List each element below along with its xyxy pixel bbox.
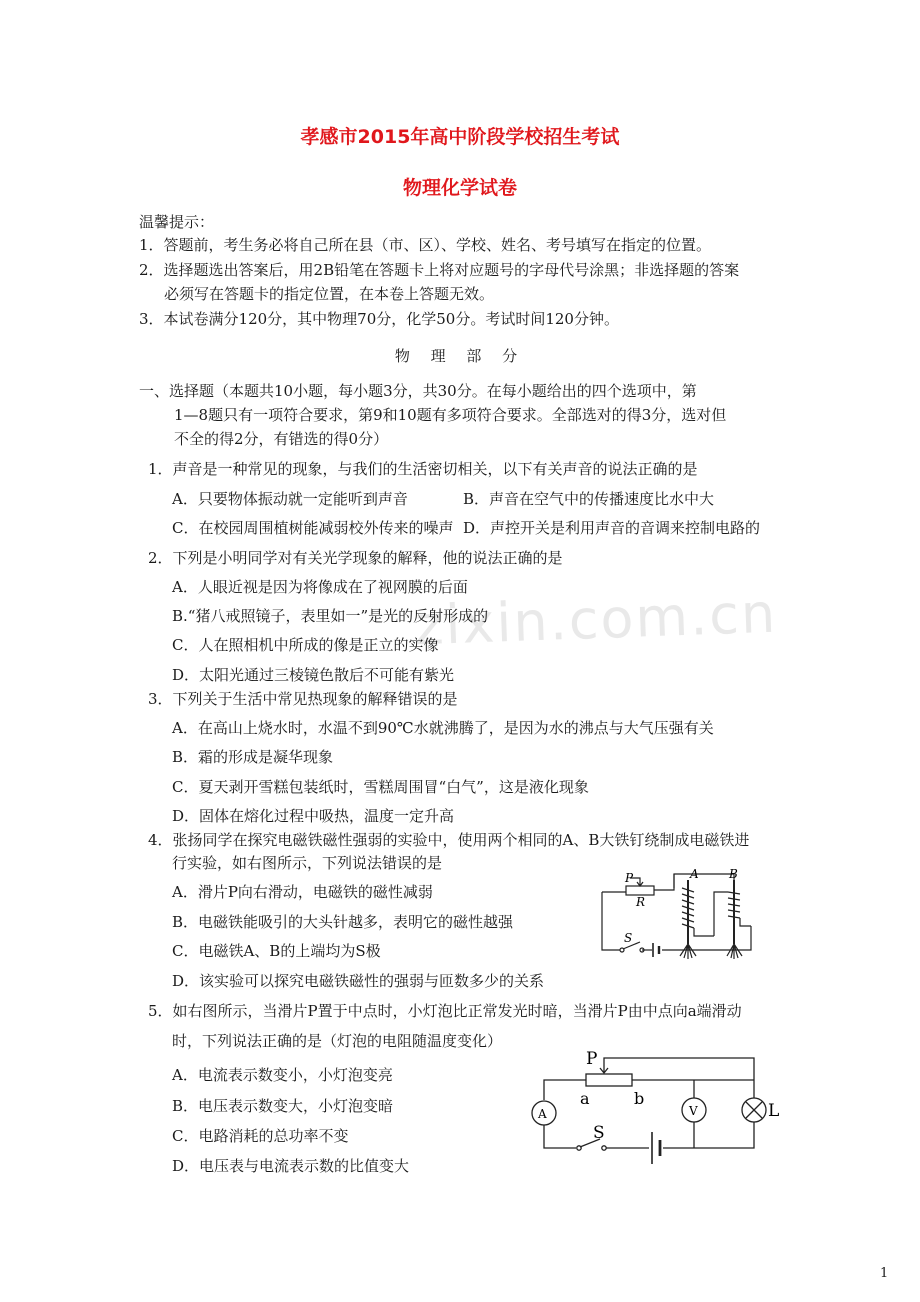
section-title: 物 理 部 分 [394,347,526,365]
q4-label-s: S [624,931,633,945]
q1-option-b: B．声音在空气中的传播速度比水中大 [463,490,715,508]
q5-option-d: D．电压表与电流表示数的比值变大 [172,1157,410,1175]
q5-label-l: L [768,1101,780,1121]
q5-option-a: A．电流表示数变小，小灯泡变亮 [172,1066,393,1084]
q4-label-p: P [625,871,634,885]
tips-heading: 温馨提示： [139,213,215,231]
q4-option-c: C．电磁铁A、B的上端均为S极 [172,942,381,960]
q5-label-p: P [586,1049,598,1069]
q2-stem: 2．下列是小明同学对有关光学现象的解释，他的说法正确的是 [148,549,563,567]
exam-title: 孝感市2015年高中阶段学校招生考试 [300,126,620,148]
watermark: zixin.com.cn [414,581,779,658]
q1-option-a: A．只要物体振动就一定能听到声音 [172,490,408,508]
q3-option-d: D．固体在熔化过程中吸热，温度一定升高 [172,807,455,825]
q2-option-c: C．人在照相机中所成的像是正立的实像 [172,636,439,654]
q3-stem: 3．下列关于生活中常见热现象的解释错误的是 [148,690,458,708]
q5-option-b: B．电压表示数变大，小灯泡变暗 [172,1097,394,1115]
q5-ammeter-label: A [538,1107,547,1121]
electromagnet-circuit-figure [596,866,762,968]
q4-option-a: A．滑片P向右滑动，电磁铁的磁性减弱 [172,883,433,901]
q5-label-s: S [593,1123,605,1143]
q1-option-d: D．声控开关是利用声音的音调来控制电路的 [463,519,761,537]
q3-option-b: B．霜的形成是凝华现象 [172,748,334,766]
q3-option-c: C．夏天剥开雪糕包装纸时，雪糕周围冒“白气”，这是液化现象 [172,778,589,796]
q4-label-r: R [636,895,646,909]
q2-option-d: D．太阳光通过三棱镜色散后不可能有紫光 [172,666,455,684]
q5-stem-1: 5．如右图所示，当滑片P置于中点时，小灯泡比正常发光时暗，当滑片P由中点向a端滑动 [148,1002,742,1020]
q5-stem-2: 时，下列说法正确的是（灯泡的电阻随温度变化） [172,1032,503,1050]
tip-line-2-cont: 必须写在答题卡的指定位置，在本卷上答题无效。 [164,285,495,303]
q2-option-a: A．人眼近视是因为将像成在了视网膜的后面 [172,578,468,596]
q4-option-d: D．该实验可以探究电磁铁磁性的强弱与匝数多少的关系 [172,972,545,990]
q4-label-b: B [729,867,738,881]
tip-line-2: 2．选择题选出答案后，用2B铅笔在答题卡上将对应题号的字母代号涂黑；非选择题的答案 [139,261,740,279]
q2-option-b: B.“猪八戒照镜子，表里如一”是光的反射形成的 [172,607,489,625]
q4-option-b: B．电磁铁能吸引的大头针越多，表明它的磁性越强 [172,913,514,931]
part1-line-1: 一、选择题（本题共10小题，每小题3分，共30分。在每小题给出的四个选项中，第 [139,382,697,400]
exam-subtitle: 物理化学试卷 [402,177,517,199]
part1-line-2: 1—8题只有一项符合要求，第9和10题有多项符合要求。全部选对的得3分，选对但 [174,406,727,424]
tip-line-3: 3．本试卷满分120分，其中物理70分，化学50分。考试时间120分钟。 [139,310,619,328]
page-number: 1 [880,1266,889,1281]
q5-option-c: C．电路消耗的总功率不变 [172,1127,349,1145]
rheostat-circuit-figure [524,1046,792,1172]
part1-line-3: 不全的得2分，有错选的得0分） [174,430,389,448]
q4-stem-2: 行实验，如右图所示，下列说法错误的是 [172,854,443,872]
q3-option-a: A．在高山上烧水时，水温不到90℃水就沸腾了，是因为水的沸点与大气压强有关 [172,719,714,737]
q4-label-a: A [690,867,699,881]
tip-line-1: 1．答题前，考生务必将自己所在县（市、区）、学校、姓名、考号填写在指定的位置。 [139,236,712,254]
q4-stem-1: 4．张扬同学在探究电磁铁磁性强弱的实验中，使用两个相同的A、B大铁钉绕制成电磁铁进 [148,831,750,849]
q1-option-c: C．在校园周围植树能减弱校外传来的噪声 [172,519,454,537]
q5-voltmeter-label: V [689,1104,698,1118]
q1-stem: 1．声音是一种常见的现象，与我们的生活密切相关，以下有关声音的说法正确的是 [148,460,698,478]
q5-label-b: b [634,1089,645,1108]
q5-label-a: a [580,1089,590,1108]
